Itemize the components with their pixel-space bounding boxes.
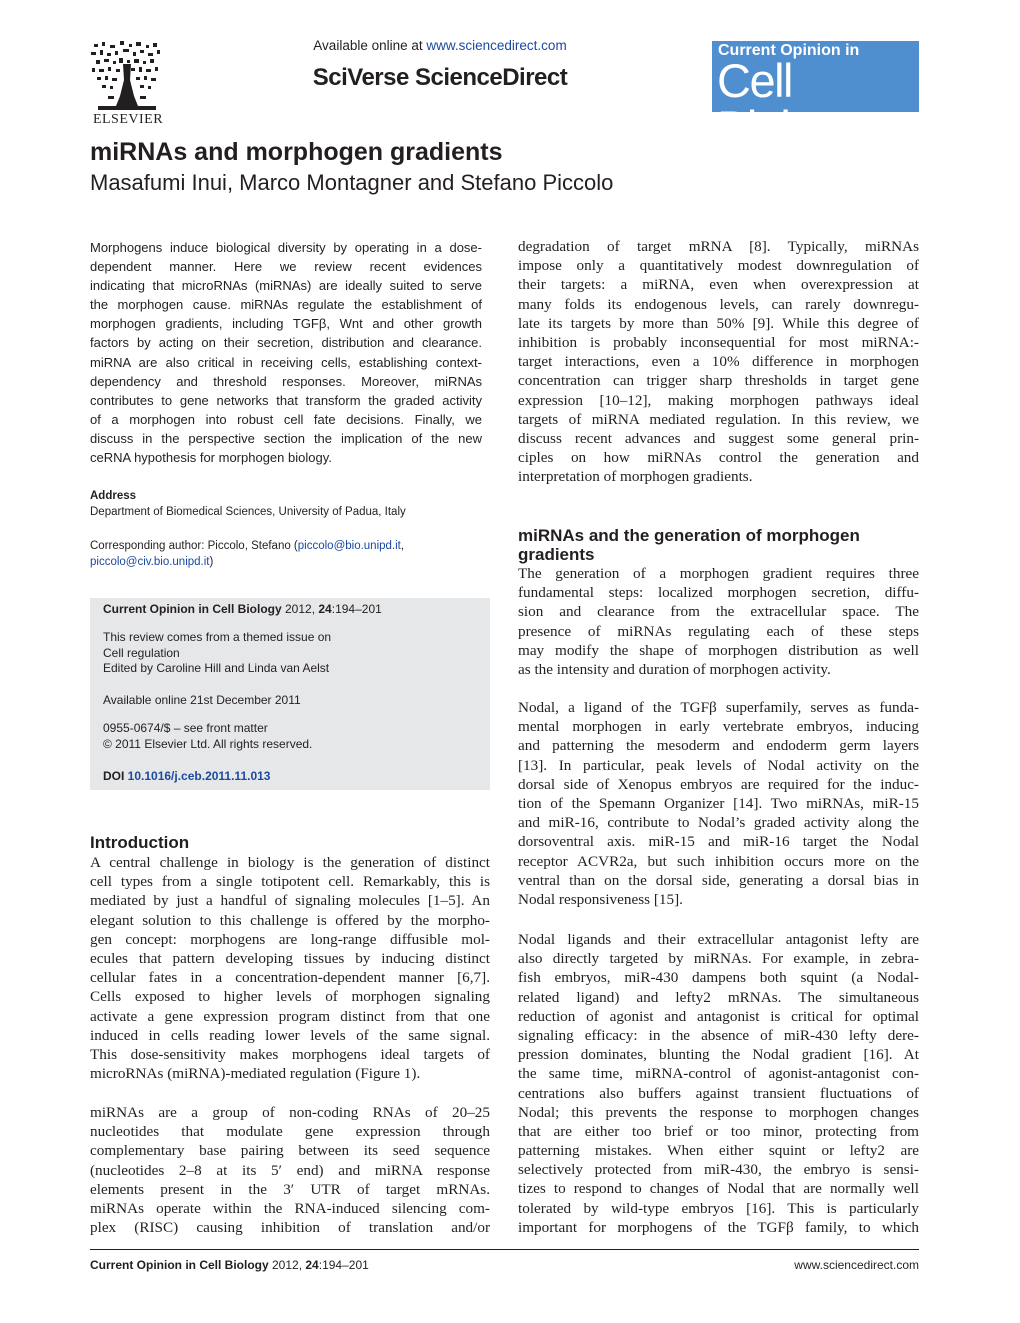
text-line: target interactions, even a 10% difference in morphogen: [518, 353, 919, 371]
text-line: (nucleotides 2–8 at its 5′ end) and miRNA response: [90, 1161, 490, 1179]
address-heading: Address: [90, 490, 137, 502]
text-line: elegant solution to this challenge is offered by the morpho-: [90, 911, 490, 929]
text-line: mental morphogen in early vertebrate embryos, inducing: [518, 718, 919, 736]
text-line: microRNAs (miRNA)-mediated regulation (Figure 1).: [90, 1065, 421, 1083]
doi-label: DOI: [103, 769, 128, 783]
footer-pages: :194–201: [318, 1258, 369, 1272]
text-line: many folds its endogenous levels, can rarely downregu-: [518, 295, 919, 313]
citation-volume: 24: [318, 602, 332, 616]
article-authors: Masafumi Inui, Marco Montagner and Stefano Piccolo: [90, 170, 614, 195]
text-line: sion and clearance from the extracellular space. The: [518, 603, 919, 621]
corresponding-prefix: Corresponding author: Piccolo, Stefano (: [90, 540, 298, 552]
text-line: dorsal side of Xenopus embryos are required for the induc-: [518, 775, 919, 793]
journal-logo-line2: Cell Biology: [717, 54, 861, 154]
section-heading-generation: [518, 526, 860, 564]
text-line: cell types from a single totipotent cell. Remarkably, this is: [90, 873, 490, 891]
text-line: tolerated by wild-type embryos [16]. This is particularly: [518, 1199, 919, 1217]
doi-line: [103, 769, 270, 783]
text-line: targets of miRNA mediated regulation. In this review, we: [518, 410, 919, 428]
text-line: Nodal ligands and their extracellular antagonist lefty are: [518, 931, 919, 948]
footer-divider: [90, 1249, 919, 1250]
text-line: and miR-16, contribute to Nodal’s graded activity along the: [518, 814, 919, 832]
text-line: activate a gene expression program distinct from that one: [90, 1007, 490, 1025]
text-line: gen concept: morphogens are long-range diffusible mol-: [90, 930, 490, 948]
text-line: as the intensity and duration of morphogen activity.: [518, 660, 831, 678]
footer-url[interactable]: www.sciencedirect.com: [794, 1258, 919, 1272]
email-separator: ,: [400, 540, 405, 552]
text-line: the same time, miRNA-control of agonist-antagonist con-: [518, 1065, 919, 1083]
abstract-line: Morphogens induce biological diversity by operating in a dose-: [90, 240, 482, 255]
text-line: concentration can trigger sharp thresholds in target gene: [518, 372, 919, 390]
introduction-heading: Introduction: [90, 833, 190, 852]
corresponding-suffix: ): [209, 556, 214, 568]
abstract-line: of a morphogen into robust cell fate decisions. Finally, we: [90, 411, 482, 427]
doi-link[interactable]: 10.1016/j.ceb.2011.11.013: [127, 769, 271, 783]
text-line: reduction of agonist and antagonist is critical for optimal: [518, 1007, 919, 1025]
section-heading-line: gradients: [518, 545, 595, 564]
abstract-line: factors by acting on their secretion, distribution and clearance.: [90, 335, 482, 351]
abstract-line: morphogen gradients, including TGFβ, Wnt and other growth: [90, 316, 482, 332]
text-line: interpretation of morphogen gradients.: [518, 468, 753, 486]
journal-logo: [712, 41, 919, 154]
text-line: important for morphogens of the TGFβ family, to which: [518, 1218, 919, 1236]
introduction-para-1: [90, 853, 490, 1083]
text-line: induced in cells reading lower levels of the same signal.: [90, 1026, 490, 1044]
text-line: ventral than on the dorsal side, generating a dorsal bias in: [518, 871, 919, 889]
footer-volume: 24: [305, 1258, 319, 1272]
available-date: Available online 21st December 2011: [103, 693, 301, 707]
text-line: ciples on how miRNAs control the generation and: [518, 449, 919, 467]
citation-year: 2012,: [281, 602, 319, 616]
themed-issue-line: This review comes from a themed issue on: [103, 630, 332, 644]
copyright-line: © 2011 Elsevier Ltd. All rights reserved.: [103, 737, 313, 751]
corresponding-author: [90, 538, 404, 570]
text-line: pression dominates, blunting the Nodal gradient [16]. At: [518, 1046, 919, 1064]
abstract-line: dependent manner. Here we review recent evidences: [90, 259, 482, 275]
text-line: that are either too brief or too minor, protecting from: [518, 1122, 919, 1140]
abstract-line: discuss in the perspective section the implication of the new: [90, 430, 482, 446]
right-para-4: [518, 930, 919, 1237]
editors-line: Edited by Caroline Hill and Linda van Aelst: [103, 661, 330, 675]
themed-issue-topic: Cell regulation: [103, 646, 180, 660]
footer-year: 2012,: [268, 1258, 306, 1272]
right-para-1: [518, 237, 919, 486]
address-text: Department of Biomedical Sciences, University of Padua, Italy: [90, 506, 406, 518]
text-line: Nodal; this prevents the response to morphogen changes: [518, 1103, 919, 1121]
citation-pages: :194–201: [331, 602, 382, 616]
available-online-prefix: Available online at: [313, 38, 427, 53]
platform-name: SciVerse ScienceDirect: [312, 64, 568, 91]
text-line: also directly targeted by miRNAs. For example, in zebra-: [518, 950, 919, 968]
issn-line: 0955-0674/$ – see front matter: [103, 721, 268, 735]
text-line: A central challenge in biology is the generation of distinct: [90, 854, 490, 871]
introduction-para-2: [90, 1103, 490, 1237]
article-title: miRNAs and morphogen gradients: [90, 138, 503, 166]
text-line: signaling efficacy: in the absence of miR-430 lefty dere-: [518, 1026, 919, 1044]
text-line: fundamental steps: localized morphogen secretion, diffu-: [518, 584, 919, 602]
footer-journal: Current Opinion in Cell Biology: [90, 1258, 269, 1272]
text-line: The generation of a morphogen gradient requires three: [518, 565, 919, 582]
abstract-line: indicating that microRNAs (miRNAs) are ideally suited to serve: [90, 278, 482, 294]
text-line: selectively protected from miR-430, the embryo is sensi-: [518, 1161, 919, 1179]
text-line: plex (RISC) causing inhibition of translation and/or: [90, 1219, 490, 1237]
email-link-2[interactable]: piccolo@civ.bio.unipd.it: [90, 556, 210, 568]
text-line: impose only a quantitatively modest downregulation of: [518, 257, 919, 275]
article-info-box: [90, 598, 490, 790]
text-line: elements present in the 3′ UTR of target mRNAs.: [90, 1180, 490, 1198]
sciencedirect-link[interactable]: www.sciencedirect.com: [426, 38, 567, 53]
abstract-line: dependency and threshold responses. Moreover, miRNAs: [90, 373, 482, 389]
footer-citation: [90, 1258, 369, 1272]
text-line: This dose-sensitivity makes morphogens ideal targets of: [90, 1045, 490, 1063]
text-line: related ligand) and lefty2 mRNAs. The simultaneous: [518, 988, 919, 1006]
text-line: and patterning the mesoderm and endoderm germ layers: [518, 737, 919, 755]
text-line: may modify the shape of morphogen distribution as well: [518, 641, 919, 659]
text-line: Nodal, a ligand of the TGFβ superfamily, serves as funda-: [518, 699, 919, 716]
text-line: late its targets by more than 50% [9]. While this degree of: [518, 314, 919, 332]
text-line: presence of miRNAs regulating each of these steps: [518, 622, 919, 640]
text-line: ecules that pattern developing tissues by inducing distinct: [90, 949, 490, 967]
citation-line: [103, 602, 382, 616]
journal-logo-line1: Current Opinion in: [718, 42, 860, 59]
text-line: cellular fates in a concentration-dependent manner [6,7].: [90, 969, 490, 987]
citation-journal: Current Opinion in Cell Biology: [103, 602, 282, 616]
text-line: nucleotides that modulate gene expression through: [90, 1123, 490, 1141]
right-para-2: [518, 564, 919, 679]
text-line: patterning mistakes. When either squint or lefty2 are: [518, 1142, 919, 1160]
text-line: receptor ACVR2a, but such inhibition occurs more on the: [518, 852, 919, 870]
publisher-name: ELSEVIER: [92, 112, 164, 127]
right-para-3: [518, 698, 919, 909]
text-line: degradation of target mRNA [8]. Typically, miRNAs: [518, 238, 919, 255]
abstract-line: the morphogen cause. miRNAs regulate the establishment of: [90, 297, 482, 313]
text-line: their targets: a miRNA, even when overexpression at: [518, 276, 919, 294]
text-line: Cells exposed to higher levels of morphogen signaling: [90, 988, 490, 1006]
text-line: inhibition is probably inconsequential for most miRNA:-: [518, 333, 919, 351]
abstract: [90, 238, 482, 467]
text-line: miRNAs operate within the RNA-induced silencing com-: [90, 1199, 490, 1217]
text-line: centrations also buffers against transient fluctuations of: [518, 1084, 919, 1102]
text-line: discuss recent advances and suggest some general prin-: [518, 429, 919, 447]
text-line: Nodal responsiveness [15].: [518, 890, 683, 908]
abstract-line: contributes to gene networks that transform the graded activity: [90, 392, 482, 408]
text-line: expression [10–12], making morphogen pathways ideal: [518, 391, 919, 409]
text-line: miRNAs are a group of non-coding RNAs of 20–25: [90, 1104, 490, 1121]
text-line: fish embryos, miR-430 dampens both squint (a Nodal-: [518, 969, 919, 987]
abstract-line: ceRNA hypothesis for morphogen biology.: [90, 450, 332, 466]
text-line: tizes to respond to changes of Nodal that are normally well: [518, 1180, 919, 1198]
abstract-line: miRNA are also critical in receiving cells, establishing context-: [90, 354, 482, 370]
text-line: [13]. In particular, peak levels of Nodal activity on the: [518, 756, 919, 774]
text-line: mediated by just a handful of signaling molecules [1–5]. An: [90, 892, 490, 910]
email-link-1[interactable]: piccolo@bio.unipd.it: [297, 540, 401, 552]
text-line: dorsoventral axis. miR-15 and miR-16 target the Nodal: [518, 833, 919, 851]
text-line: tion of the Spemann Organizer [14]. Two miRNAs, miR-15: [518, 794, 919, 812]
section-heading-line: miRNAs and the generation of morphogen: [518, 526, 860, 545]
text-line: complementary base pairing between its seed sequence: [90, 1142, 490, 1160]
